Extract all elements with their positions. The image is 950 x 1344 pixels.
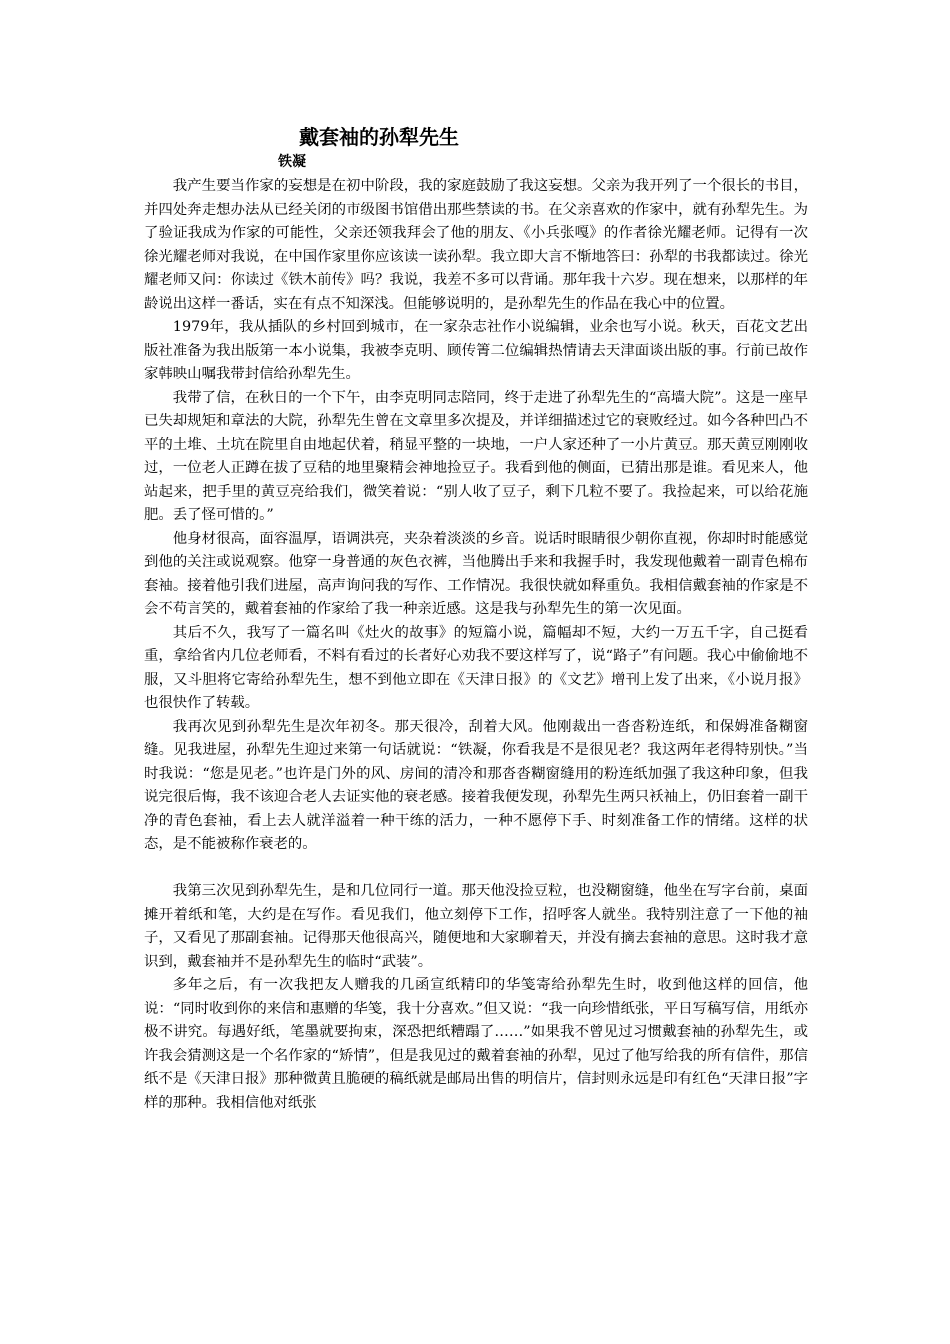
document-title: 戴套袖的孙犁先生 bbox=[299, 125, 459, 149]
author-name: 铁凝 bbox=[278, 154, 306, 170]
paragraph: 我再次见到孙犁先生是次年初冬。那天很冷，刮着大风。他刚裁出一沓沓粉连纸，和保姆准备糊窗缝。见我进屋，孙犁先生迎过来第一句话就说：“铁凝，你看我是不是很见老？我这两年老得特别快。”当时我说：“您是见老。”也许是门外的风、房间的清冷和那沓沓糊窗缝用的粉连纸加强了我这种印象，但我说完很后悔，我不该迎合老人去证实他的衰老感。接着我便发现，孙犁先生两只袄袖上，仍旧套着一副干净的青色套袖，看上去人就洋溢着一种干练的活力，一种不愿停下手、时刻准备工作的情绪。这样的状态，是不能被称作衰老的。 bbox=[144, 718, 808, 852]
paragraph: 我带了信，在秋日的一个下午，由李克明同志陪同，终于走进了孙犁先生的“高墙大院”。这是一座早已失却规矩和章法的大院，孙犁先生曾在文章里多次提及，并详细描述过它的衰败经过。如今各种凹凸不平的土堆、土坑在院里自由地起伏着，稍显平整的一块地，一户人家还种了一小片黄豆。那天黄豆刚刚收过，一位老人正蹲在拔了豆秸的地里聚精会神地捡豆子。我看到他的侧面，已猜出那是谁。看见来人，他站起来，把手里的黄豆亮给我们，微笑着说：“别人收了豆子，剩下几粒不要了。我捡起来，可以给花施肥。丢了怪可惜的。” bbox=[144, 389, 808, 523]
paragraph: 其后不久，我写了一篇名叫《灶火的故事》的短篇小说，篇幅却不短，大约一万五千字，自己挺看重，拿给省内几位老师看，不料有看过的长者好心劝我不要这样写了，说“路子”有问题。我心中偷偷地不服，又斗胆将它寄给孙犁先生，想不到他立即在《天津日报》的《文艺》增刊上发了出来，《小说月报》也很快作了转载。 bbox=[144, 624, 808, 711]
paragraph: 我产生要当作家的妄想是在初中阶段，我的家庭鼓励了我这妄想。父亲为我开列了一个很长的书目，并四处奔走想办法从已经关闭的市级图书馆借出那些禁读的书。在父亲喜欢的作家中，就有孙犁先生。为了验证我成为作家的可能性，父亲还领我拜会了他的朋友、《小兵张嘎》的作者徐光耀老师。记得有一次徐光耀老师对我说，在中国作家里你应该读一读孙犁。我立即大言不惭地答曰：孙犁的书我都读过。徐光耀老师又问：你读过《铁木前传》吗？我说，我差不多可以背诵。那年我十六岁。现在想来，以那样的年龄说出这样一番话，实在有点不知深浅。但能够说明的，是孙犁先生的作品在我心中的位置。 bbox=[144, 178, 808, 312]
document-body bbox=[144, 175, 808, 1115]
paragraph: 我第三次见到孙犁先生，是和几位同行一道。那天他没捡豆粒，也没糊窗缝，他坐在写字台前，桌面摊开着纸和笔，大约是在写作。看见我们，他立刻停下工作，招呼客人就坐。我特别注意了一下他的袖子，又看见了那副套袖。记得那天他很高兴，随便地和大家聊着天，并没有摘去套袖的意思。这时我才意识到，戴套袖并不是孙犁先生的临时“武装”。 bbox=[144, 883, 808, 970]
paragraph: 他身材很高，面容温厚，语调洪亮，夹杂着淡淡的乡音。说话时眼睛很少朝你直视，你却时时能感觉到他的关注或说观察。他穿一身普通的灰色衣裤，当他腾出手来和我握手时，我发现他戴着一副青色棉布套袖。接着他引我们进屋，高声询问我的写作、工作情况。我很快就如释重负。我相信戴套袖的作家是不会不苟言笑的，戴着套袖的作家给了我一种亲近感。这是我与孙犁先生的第一次见面。 bbox=[144, 530, 808, 617]
paragraph: 1979年，我从插队的乡村回到城市，在一家杂志社作小说编辑，业余也写小说。秋天，百花文艺出版社准备为我出版第一本小说集，我被李克明、顾传箐二位编辑热情请去天津面谈出版的事。行前已故作家韩映山嘱我带封信给孙犁先生。 bbox=[144, 319, 808, 382]
paragraph: 多年之后，有一次我把友人赠我的几函宣纸精印的华笺寄给孙犁先生时，收到他这样的回信，他说：“同时收到你的来信和惠赠的华笺，我十分喜欢。”但又说：“我一向珍惜纸张，平日写稿写信，用纸亦极不讲究。每遇好纸，笔墨就要拘束，深恐把纸糟蹋了……”如果我不曾见过习惯戴套袖的孙犁先生，或许我会猜测这是一个名作家的“矫情”，但是我见过的戴着套袖的孙犁，见过了他写给我的所有信件，那信纸不是《天津日报》那种微黄且脆硬的稿纸就是邮局出售的明信片，信封则永远是印有红色“天津日报”字样的那种。我相信他对纸张 bbox=[144, 977, 808, 1111]
